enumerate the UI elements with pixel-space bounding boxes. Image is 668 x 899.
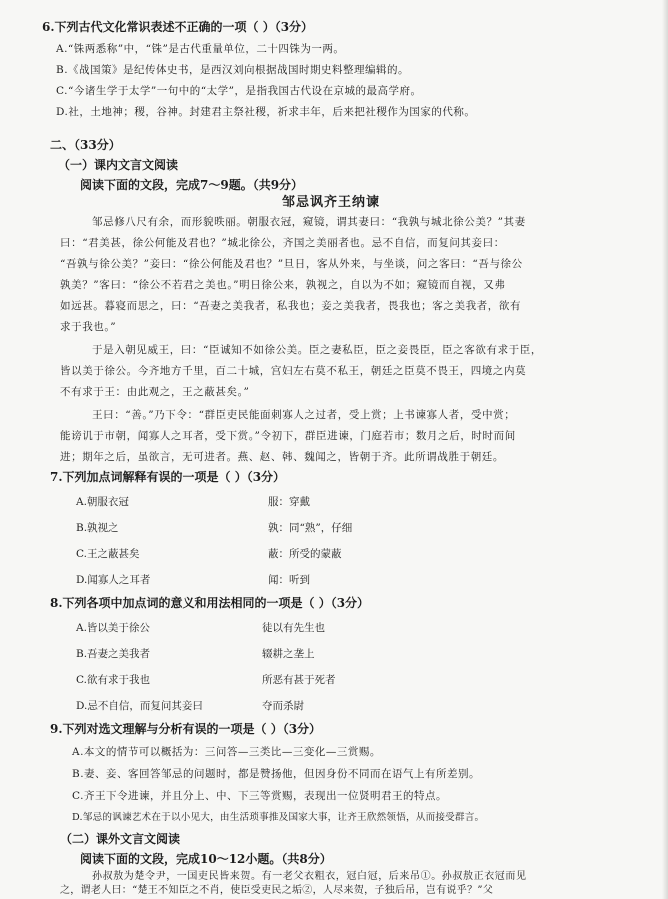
q8-stem: 8.下列各项中加点词的意义和用法相同的一项是（ ）（3分） — [50, 596, 370, 610]
q9-option-c: C.齐王下令进谏，并且分上、中、下三等赏赐，表现出一位贤明君王的特点。 — [72, 790, 447, 802]
q8-option-a: A.皆以美于徐公 — [76, 622, 150, 634]
passage-line: 求于我也。” — [60, 321, 117, 333]
passage-line: 不有求于王：由此观之，王之蔽甚矣。” — [60, 386, 250, 398]
section-2-sub-heading: （一）课内文言文阅读 — [58, 158, 179, 172]
q7-option-b: B.孰视之 — [76, 522, 119, 534]
passage-line: 邹忌修八尺有余，而形貌昳丽。朝服衣冠，窥镜，谓其妻曰：“我孰与城北徐公美？”其妻 — [92, 216, 526, 228]
passage-line: 于是入朝见威王，曰：“臣诚知不如徐公美。臣之妻私臣，臣之妾畏臣，臣之客欲有求于臣， — [92, 344, 542, 356]
passage-line: 王曰：“善。”乃下令：“群臣吏民能面刺寡人之过者，受上赏；上书谏寡人者，受中赏； — [92, 409, 516, 421]
q7-option-c-gloss: 蔽：所受的蒙蔽 — [268, 548, 342, 560]
passage-line: 如远甚。暮寝而思之，曰：“吾妻之美我者，私我也；妾之美我者，畏我也；客之美我者，欲有 — [60, 300, 522, 312]
q7-option-a: A.朝服衣冠 — [76, 496, 129, 508]
passage-line: 能谤讥于市朝，闻寡人之耳者，受下赏。”令初下，群臣进谏，门庭若市；数月之后，时时而间 — [60, 430, 516, 442]
q8-option-c-compare: 所恶有甚于死者 — [262, 674, 336, 686]
q6-option-d: D.社，土地神；稷，谷神。封建君主祭社稷，祈求丰年，后来把社稷作为国家的代称。 — [56, 106, 476, 118]
passage-2-line: 孙叔敖为楚令尹，一国吏民皆来贺。有一老父衣粗衣，冠白冠，后来吊①。孙叔敖正衣冠而见 — [92, 871, 527, 882]
q6-option-a: A.“铢两悉称”中，“铢”是古代重量单位，二十四铢为一两。 — [56, 43, 345, 55]
section-3-heading: （二）课外文言文阅读 — [60, 832, 181, 846]
passage-line: 进；期年之后，虽欲言，无可进者。燕、赵、韩、魏闻之，皆朝于齐。此所谓战胜于朝廷。 — [60, 451, 504, 463]
q8-option-c: C.欲有求于我也 — [76, 674, 150, 686]
scan-edge-shadow — [662, 0, 668, 899]
passage-line: 曰：“君美甚，徐公何能及君也？”城北徐公，齐国之美丽者也。忌不自信，而复问其妾曰： — [60, 237, 505, 249]
passage-2-line: 之，谓老人曰：“楚王不知臣之不肖，使臣受吏民之垢②，人尽来贺，子独后吊，岂有说乎？”父 — [60, 885, 494, 896]
q9-option-d: D.邹忌的讽谏艺术在于以小见大，由生活琐事推及国家大事，让齐王欣然领悟，从而接受群言。 — [72, 812, 485, 823]
q8-option-d-compare: 夺而杀尉 — [262, 700, 304, 712]
passage-title: 邹忌讽齐王纳谏 — [282, 195, 381, 210]
q7-option-b-gloss: 孰：同“熟”，仔细 — [268, 522, 353, 534]
q8-option-b: B.吾妻之美我者 — [76, 648, 151, 660]
section-2-instruction: 阅读下面的文段，完成7～9题。（共9分） — [80, 178, 304, 192]
q7-option-d-gloss: 闻：听到 — [268, 574, 310, 586]
q6-option-b: B.《战国策》是纪传体史书，是西汉刘向根据战国时期史料整理编辑的。 — [56, 64, 410, 76]
section-2-heading: 二、（33分） — [50, 138, 121, 152]
q7-option-d: D.闻寡人之耳者 — [76, 574, 151, 586]
q8-option-d: D.忌不自信，而复问其妾曰 — [76, 700, 203, 712]
q9-stem: 9.下列对选文理解与分析有误的一项是（ ）（3分） — [50, 722, 322, 736]
q6-option-c: C.“今诸生学于太学”一句中的“太学”，是指我国古代设在京城的最高学府。 — [56, 85, 422, 97]
passage-line: “吾孰与徐公美？”妾曰：“徐公何能及君也？”旦日，客从外来，与坐谈，问之客曰：“吾与徐公 — [60, 258, 523, 270]
passage-line: 皆以美于徐公。今齐地方千里，百二十城，宫妇左右莫不私王，朝廷之臣莫不畏王，四境之内莫 — [60, 365, 527, 377]
passage-line: 孰美？”客曰：“徐公不若君之美也。”明日徐公来，孰视之，自以为不如；窥镜而自视，又弗 — [60, 279, 506, 291]
q6-stem: 6.下列古代文化常识表述不正确的一项（ ）（3分） — [42, 20, 314, 34]
q8-option-b-compare: 辍耕之垄上 — [262, 648, 315, 660]
q9-option-b: B.妻、妾、客回答邹忌的问题时，都是赞扬他，但因身份不同而在语气上有所差别。 — [72, 768, 481, 780]
q7-stem: 7.下列加点词解释有误的一项是（ ）（3分） — [50, 470, 286, 484]
q7-option-a-gloss: 服：穿戴 — [268, 496, 310, 508]
section-3-instruction: 阅读下面的文段，完成10～12小题。（共8分） — [80, 852, 332, 866]
q8-option-a-compare: 徒以有先生也 — [262, 622, 325, 634]
q7-option-c: C.王之蔽甚矣 — [76, 548, 140, 560]
q9-option-a: A.本文的情节可以概括为：三问答—三类比—三变化—三赏赐。 — [72, 746, 381, 758]
